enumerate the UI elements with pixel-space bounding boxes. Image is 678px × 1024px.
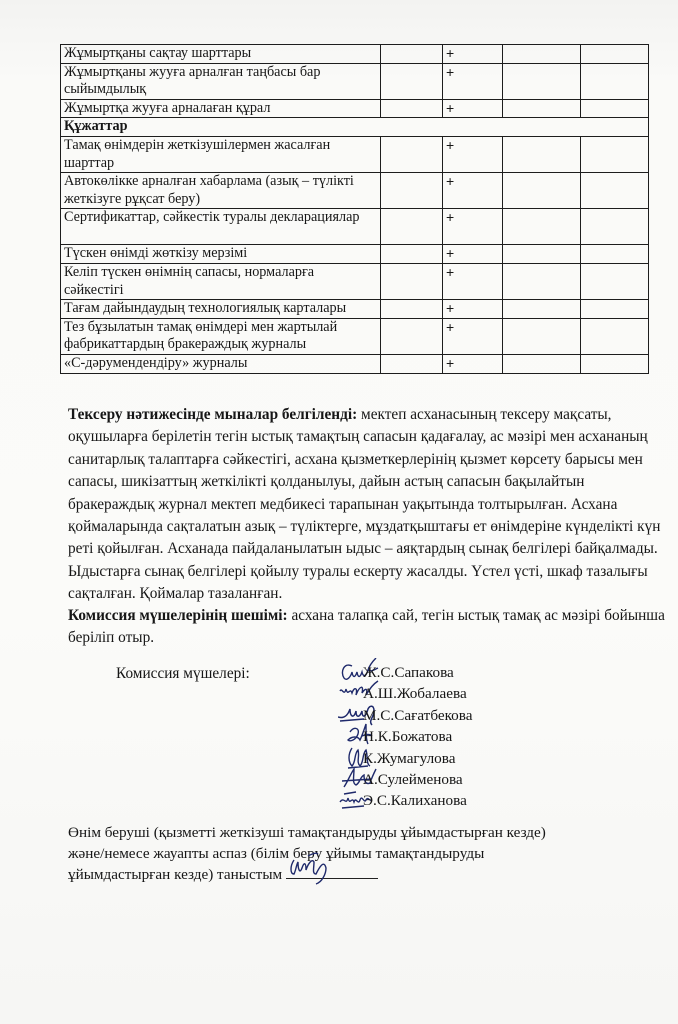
cell (581, 99, 649, 118)
row-label: Тағам дайындаудың технологиялық карталары (61, 300, 381, 319)
signature-line (286, 864, 378, 879)
checkmark-plus: + (443, 318, 503, 354)
cell (581, 318, 649, 354)
checkmark-plus: + (443, 209, 503, 245)
table-row (61, 263, 649, 299)
commission-members-label: Комиссия мүшелері: (116, 665, 250, 682)
cell (503, 318, 581, 354)
findings-body: мектеп асханасының тексеру мақсаты, оқушыларға берілетін тегін ыстық тамақтың сапасын қадағалау, ас мәзірі мен асхананың санитарлық талаптарға сәйкестігі, асхана қызметкерлерінің қызмет көрсету барысы мен сапасы, шикізаттың жеткілікті қолданылуы, дайын астың сапасын бақылайтын бракераждық журнал мектеп медбикесі тарапынан уақытында толтырылған. Асхана қоймаларында сақталатын азық – түліктерге, мұздатқыштағы ет өнімдеріне күнделікті күн реті қойылған. Асханада пайдаланылатын ыдыс – аяқтардың сынақ белгілері байқалмады. Ыдыстарға сынақ белгілері қойылу туралы ескерту жасалды. Үстел үсті, шкаф тазалығы сақталған. Қоймалар тазаланған. (68, 406, 661, 603)
checkmark-plus: + (443, 173, 503, 209)
table-row (61, 99, 649, 118)
table-row (61, 245, 649, 264)
acknowledgement-paragraph (68, 823, 668, 886)
member-name: Э.С.Калиханова (363, 792, 467, 810)
member-name: К.Жумагулова (363, 749, 456, 767)
checkmark-plus: + (443, 99, 503, 118)
checkmark-plus: + (443, 354, 503, 373)
cell (381, 45, 443, 64)
row-label: Жұмыртқа жууға арналаған құрал (61, 99, 381, 118)
section-row (61, 118, 649, 137)
decision-heading: Комиссия мүшелерінің шешімі: (68, 607, 288, 624)
decision-paragraph (68, 605, 668, 650)
cell (381, 245, 443, 264)
cell (381, 136, 443, 172)
row-label: Келіп түскен өнімнің сапасы, нормаларға сәйкестігі (61, 263, 381, 299)
checkmark-plus: + (443, 136, 503, 172)
cell (581, 354, 649, 373)
member-name: Н.К.Божатова (363, 728, 453, 746)
cell (381, 63, 443, 99)
cell (381, 318, 443, 354)
cell (381, 300, 443, 319)
cell (581, 263, 649, 299)
cell (381, 263, 443, 299)
member-name: А.Сулейменова (363, 770, 463, 788)
cell (503, 99, 581, 118)
inspection-checklist-table (60, 44, 649, 374)
row-label: Жұмыртқаны сақтау шарттары (61, 45, 381, 64)
cell (503, 354, 581, 373)
cell (503, 45, 581, 64)
checkmark-plus: + (443, 63, 503, 99)
cell (581, 173, 649, 209)
member-name: М.С.Сағатбекова (363, 706, 473, 724)
cell (581, 63, 649, 99)
cell (581, 245, 649, 264)
table-row (61, 354, 649, 373)
ack-line-2: және/немесе жауапты аспаз (білім беру ұйымы тамақтандыруды (68, 844, 485, 862)
findings-paragraph (68, 404, 668, 606)
table-row (61, 209, 649, 245)
checkmark-plus: + (443, 300, 503, 319)
checkmark-plus: + (443, 263, 503, 299)
cell (503, 63, 581, 99)
cell (581, 45, 649, 64)
row-label: Тез бұзылатын тамақ өнімдері мен жартылай фабрикаттардың бракераждық журналы (61, 318, 381, 354)
table-row (61, 300, 649, 319)
row-label: Жұмыртқаны жууға арналған таңбасы бар сыйымдылық (61, 63, 381, 99)
decision-body: асхана талапқа сай, тегін ыстық тамақ ас мәзірі бойынша беріліп отыр. (68, 607, 665, 647)
cell (581, 300, 649, 319)
table-row (61, 45, 649, 64)
cell (381, 209, 443, 245)
ack-line-1: Өнім беруші (қызметті жеткізуші тамақтандыруды ұйымдастырған кезде) (68, 824, 546, 841)
section-heading-documents: Құжаттар (61, 118, 649, 137)
table-row (61, 318, 649, 354)
row-label: Сертификаттар, сәйкестік туралы декларациялар (61, 209, 381, 245)
cell (503, 263, 581, 299)
row-label: Түскен өнімді жөткізу мерзімі (61, 245, 381, 264)
cell (381, 99, 443, 118)
cell (503, 173, 581, 209)
cell (503, 245, 581, 264)
cell (581, 209, 649, 245)
row-label: Тамақ өнімдерін жеткізушілермен жасалған шарттар (61, 136, 381, 172)
cell (381, 354, 443, 373)
checkmark-plus: + (443, 245, 503, 264)
table-row (61, 63, 649, 99)
cell (581, 136, 649, 172)
checkmark-plus: + (443, 45, 503, 64)
cell (503, 136, 581, 172)
row-label: Автокөлікке арналған хабарлама (азық – түлікті жеткізуге рұқсат беру) (61, 173, 381, 209)
table-row (61, 136, 649, 172)
member-name: А.Ш.Жобалаева (363, 685, 467, 703)
findings-heading: Тексеру нәтижесінде мыналар белгіленді: (68, 406, 358, 423)
member-name: Ж.С.Сапакова (363, 664, 454, 681)
cell (381, 173, 443, 209)
table-row (61, 173, 649, 209)
cell (503, 209, 581, 245)
cell (503, 300, 581, 319)
ack-line-3: ұйымдастырған кезде) таныстым (68, 866, 286, 884)
row-label: «С-дәрумендендіру» журналы (61, 354, 381, 373)
handwritten-signature-icon (286, 852, 356, 886)
